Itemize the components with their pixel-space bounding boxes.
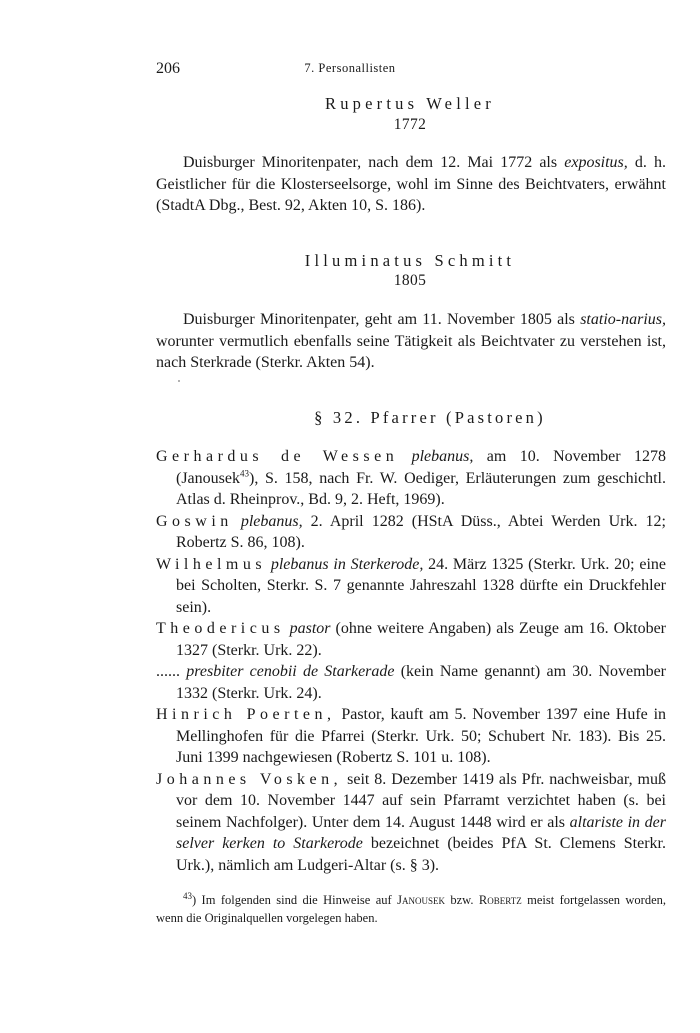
italic-term: plebanus in Sterkerode, (270, 555, 424, 573)
person-year-schmitt: 1805 (393, 272, 427, 289)
italic-term: presbiter cenobii de Starkerade (186, 663, 395, 680)
italic-term: expositus, (564, 154, 628, 171)
italic-term: altariste in der selver kerken to Starkerode (176, 813, 667, 852)
text-run: (ohne weitere Angaben) als Zeuge am 16. Oktober 1327 (Sterkr. Urk. 22). (176, 620, 667, 659)
list-item (156, 769, 666, 877)
entry-name: Hinrich Poerten, (156, 706, 336, 723)
paragraph-schmitt (156, 309, 666, 374)
person-year-weller: 1772 (393, 116, 427, 133)
italic-term: plebanus, (411, 448, 474, 465)
text-run: bezeichnet (beides PfA St. Clemens Sterkr. Urk.), nämlich am Ludgeri-Altar (s. § 3). (176, 835, 666, 874)
text-run: am 10. November 1278 (Janousek (176, 448, 666, 487)
text-run (398, 448, 411, 465)
list-item (156, 661, 666, 704)
entry-name: Goswin (156, 512, 233, 530)
person-heading-schmitt: Illuminatus Schmitt (304, 251, 516, 270)
running-title: 7. Personallisten (304, 61, 396, 75)
text-run (233, 513, 241, 530)
italic-term: statio-narius, (580, 311, 666, 328)
entry-name: Johannes Vosken, (156, 770, 343, 788)
list-item (156, 554, 666, 619)
text-run: meist fortgelassen worden, wenn die Originalquellen vorgelegen haben. (156, 893, 667, 925)
text-run: (kein Name genannt) am 30. November 1332 (Sterkr. Urk. 24). (176, 663, 667, 702)
text-run: seit 8. Dezember 1419 als Pfr. nachweisbar, muß vor dem 10. November 1447 auf sein Pfarramt verzichtet haben (s. bei seinem Nachfolger). Unter dem 14. August 1448 wird er als (176, 770, 667, 831)
footnote (156, 891, 666, 927)
list-item (156, 511, 666, 554)
footnote-marker: 43 (183, 890, 192, 901)
text-run: 2. April 1282 (HStA Düss., Abtei Werden Urk. 12; Robertz S. 86, 108). (176, 512, 666, 551)
person-heading-weller: Rupertus Weller (325, 94, 495, 113)
paragraph-weller (156, 152, 666, 217)
text-run: ), S. 158, nach Fr. W. Oediger, Erläuterungen zum geschichtl. Atlas d. Rheinprov., Bd. 9, 2. Heft, 1969). (176, 469, 666, 508)
text-run: Pastor, kauft am 5. November 1397 eine Hufe in Mellinghofen für die Pfarrei (Sterkr. Urk. 50; Schubert Nr. 183). Bis 25. Juni 1399 nachgewiesen (Robertz S. 101 u. 108). (176, 706, 667, 766)
entry-name: Gerhardus de Wessen (156, 448, 399, 465)
text-run: Duisburger Minoritenpater, geht am 11. November 1805 als (183, 311, 581, 328)
text-run: d. h. Geistlicher für die Klosterseelsorge, wohl im Sinne des Beichtvaters, erwähnt (StadtA Dbg., Best. 92, Akten 10, S. 186). (156, 154, 667, 214)
text-run: bzw. (444, 893, 479, 907)
author-name: Janousek (397, 893, 445, 907)
text-run: Duisburger Minoritenpater, nach dem 12. Mai 1772 als (183, 154, 565, 171)
entry-name: Theodericus (156, 620, 285, 637)
pastor-list (156, 446, 666, 876)
entry-name: ...... (156, 663, 180, 680)
list-item (156, 618, 666, 661)
text-run: worunter vermutlich ebenfalls seine Tätigkeit als Beichtvater zu verstehen ist, nach Sterkrade (Sterkr. Akten 54). (156, 332, 666, 371)
italic-term: pastor (289, 620, 331, 637)
text-run: 24. März 1325 (Sterkr. Urk. 20; eine bei Scholten, Sterkr. S. 7 genannte Jahreszahl 1328 dürfte ein Druckfehler sein). (176, 555, 667, 616)
footnote-ref[interactable]: 43 (239, 468, 249, 479)
entry-name: Wilhelmus (156, 555, 267, 573)
author-name: Robertz (478, 893, 522, 907)
section-heading: § 32. Pfarrer (Pastoren) (314, 408, 546, 427)
stray-dot (178, 380, 180, 382)
list-item (156, 446, 666, 511)
text-run: ) Im folgenden sind die Hinweise auf (192, 893, 398, 907)
italic-term: plebanus, (240, 512, 303, 530)
list-item (156, 704, 666, 769)
page-number: 206 (156, 60, 180, 77)
